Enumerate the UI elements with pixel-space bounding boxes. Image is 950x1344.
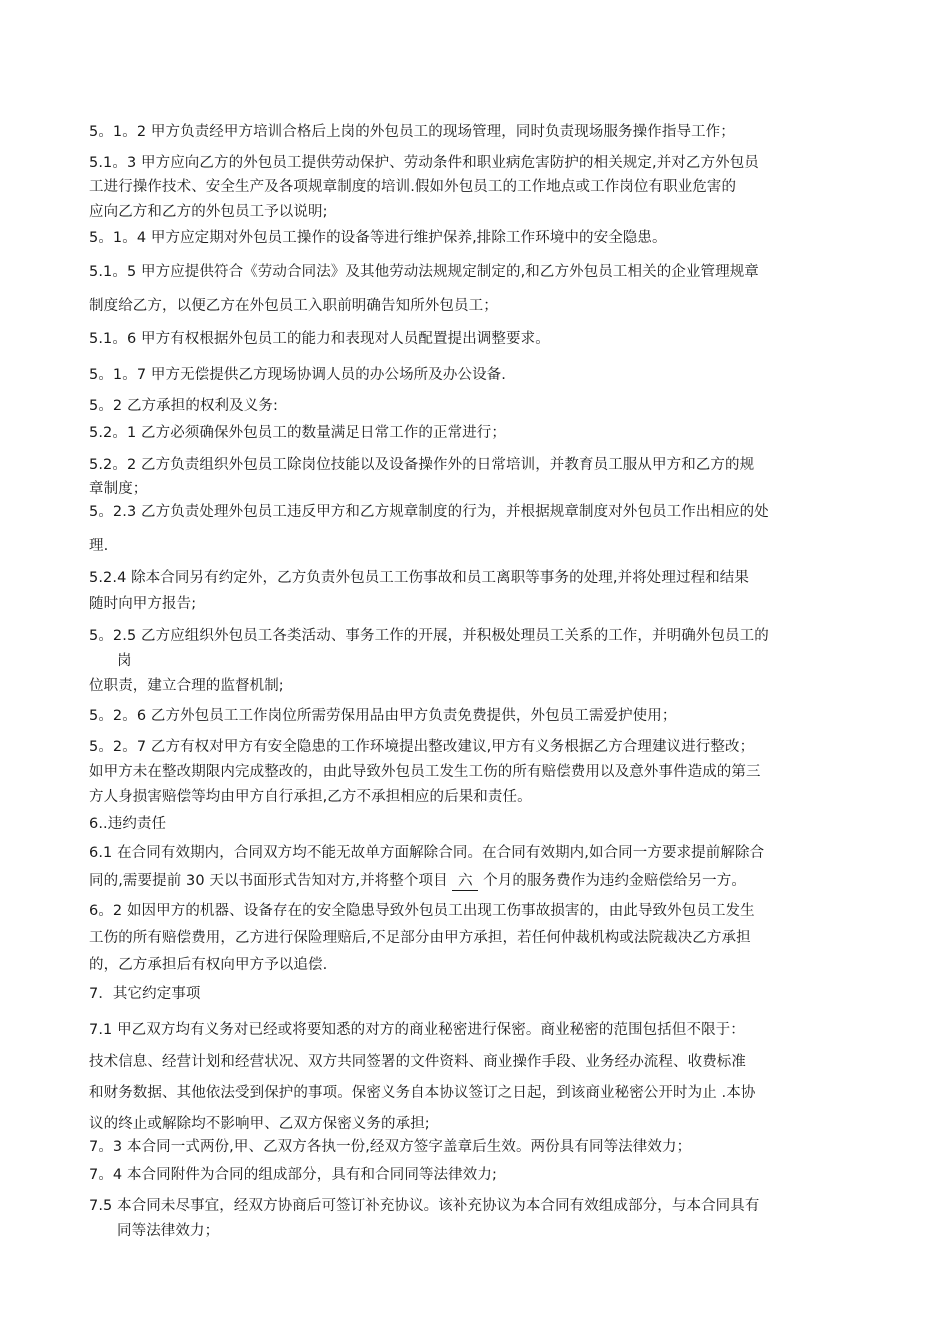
clause-5-2-6: 5。2。6 乙方外包员工工作岗位所需劳保用品由甲方负责免费提供，外包员工需爱护使用； xyxy=(89,708,677,724)
clause-6-2-cont: 的，乙方承担后有权向甲方予以追偿. xyxy=(89,957,328,973)
clause-7-4: 7。4 本合同附件为合同的组成部分，具有和合同同等法律效力; xyxy=(89,1167,497,1183)
clause-5-2-7-cont: 方人身损害赔偿等均由甲方自行承担,乙方不承担相应的后果和责任。 xyxy=(89,789,532,805)
clause-5-1-7: 5。1。7 甲方无偿提供乙方现场协调人员的办公场所及办公设备. xyxy=(89,367,506,383)
section-7-heading: 7．其它约定事项 xyxy=(89,986,201,1002)
section-6-heading: 6..违约责任 xyxy=(89,816,167,832)
clause-5-2-2-cont: 章制度； xyxy=(89,481,148,497)
clause-5-2-5-cont: 位职责，建立合理的监督机制; xyxy=(89,678,284,694)
clause-5-2-1: 5.2。1 乙方必须确保外包员工的数量满足日常工作的正常进行； xyxy=(89,425,506,441)
clause-5-1-2: 5。1。2 甲方负责经甲方培训合格后上岗的外包员工的现场管理，同时负责现场服务操作指导工作； xyxy=(89,124,735,140)
clause-7-1-cont: 议的终止或解除均不影响甲、乙双方保密义务的承担; xyxy=(89,1116,430,1132)
clause-5-1-3-cont: 工进行操作技术、安全生产及各项规章制度的培训.假如外包员工的工作地点或工作岗位有职业危害的 xyxy=(89,179,737,195)
clause-5-2-7-cont: 如甲方未在整改期限内完成整改的，由此导致外包员工发生工伤的所有赔偿费用以及意外事件造成的第三 xyxy=(89,764,761,780)
clause-6-1-text-b: 个月的服务费作为违约金赔偿给另一方。 xyxy=(483,873,746,889)
clause-7-5-cont: 同等法律效力； xyxy=(117,1223,220,1239)
clause-5-1-3: 5.1。3 甲方应向乙方的外包员工提供劳动保护、劳动条件和职业病危害防护的相关规定,并对乙方外包员 xyxy=(89,155,759,171)
clause-5-1-3-cont: 应向乙方和乙方的外包员工予以说明; xyxy=(89,204,328,220)
clause-7-5: 7.5 本合同未尽事宜，经双方协商后可签订补充协议。该补充协议为本合同有效组成部分，与本合同具有 xyxy=(89,1198,760,1214)
clause-5-2-7: 5。2。7 乙方有权对甲方有安全隐患的工作环境提出整改建议,甲方有义务根据乙方合理建议进行整改； xyxy=(89,739,755,755)
clause-6-1-text-a: 同的,需要提前 30 天以书面形式告知对方,并将整个项目 xyxy=(89,873,448,889)
clause-7-1-cont: 和财务数据、其他依法受到保护的事项。保密义务自本协议签订之日起，到该商业秘密公开时为止 .本协 xyxy=(89,1085,756,1101)
clause-5-2-4-cont: 随时向甲方报告; xyxy=(89,596,197,612)
clause-5-2-2: 5.2。2 乙方负责组织外包员工除岗位技能以及设备操作外的日常培训，并教育员工服从甲方和乙方的规 xyxy=(89,457,755,473)
clause-7-1-cont: 技术信息、经营计划和经营状况、双方共同签署的文件资料、商业操作手段、业务经办流程、收费标准 xyxy=(89,1054,746,1070)
clause-5-2-heading: 5。2 乙方承担的权利及义务: xyxy=(89,398,278,414)
clause-5-2-4: 5.2.4 除本合同另有约定外，乙方负责外包员工工伤事故和员工离职等事务的处理,并将处理过程和结果 xyxy=(89,570,750,586)
clause-5-1-4: 5。1。4 甲方应定期对外包员工操作的设备等进行维护保养,排除工作环境中的安全隐患。 xyxy=(89,230,667,246)
clause-7-3: 7。3 本合同一式两份,甲、乙双方各执一份,经双方签字盖章后生效。两份具有同等法律效力； xyxy=(89,1139,692,1155)
clause-6-2: 6。2 如因甲方的机器、设备存在的安全隐患导致外包员工出现工伤事故损害的，由此导致外包员工发生 xyxy=(89,903,755,919)
clause-5-1-6: 5.1。6 甲方有权根据外包员工的能力和表现对人员配置提出调整要求。 xyxy=(89,331,550,347)
clause-5-2-3: 5。2.3 乙方负责处理外包员工违反甲方和乙方规章制度的行为，并根据规章制度对外包员工作出相应的处 xyxy=(89,504,769,520)
months-field: 六 xyxy=(452,873,478,891)
clause-7-1: 7.1 甲乙双方均有义务对已经或将要知悉的对方的商业秘密进行保密。商业秘密的范围包括但不限于： xyxy=(89,1022,745,1038)
clause-6-1: 6.1 在合同有效期内，合同双方均不能无故单方面解除合同。在合同有效期内,如合同一方要求提前解除合 xyxy=(89,845,765,861)
clause-5-1-5-cont: 制度给乙方，以便乙方在外包员工入职前明确告知所外包员工； xyxy=(89,298,498,314)
clause-6-2-cont: 工伤的所有赔偿费用，乙方进行保险理赔后,不足部分由甲方承担，若任何仲裁机构或法院裁决乙方承担 xyxy=(89,930,751,946)
clause-5-1-5: 5.1。5 甲方应提供符合《劳动合同法》及其他劳动法规规定制定的,和乙方外包员工相关的企业管理规章 xyxy=(89,264,759,280)
clause-5-2-5-cont: 岗 xyxy=(117,653,132,669)
clause-5-2-5: 5。2.5 乙方应组织外包员工各类活动、事务工作的开展，并积极处理员工关系的工作，并明确外包员工的 xyxy=(89,628,769,644)
clause-6-1-cont xyxy=(89,871,746,891)
clause-5-2-3-cont: 理. xyxy=(89,538,109,554)
